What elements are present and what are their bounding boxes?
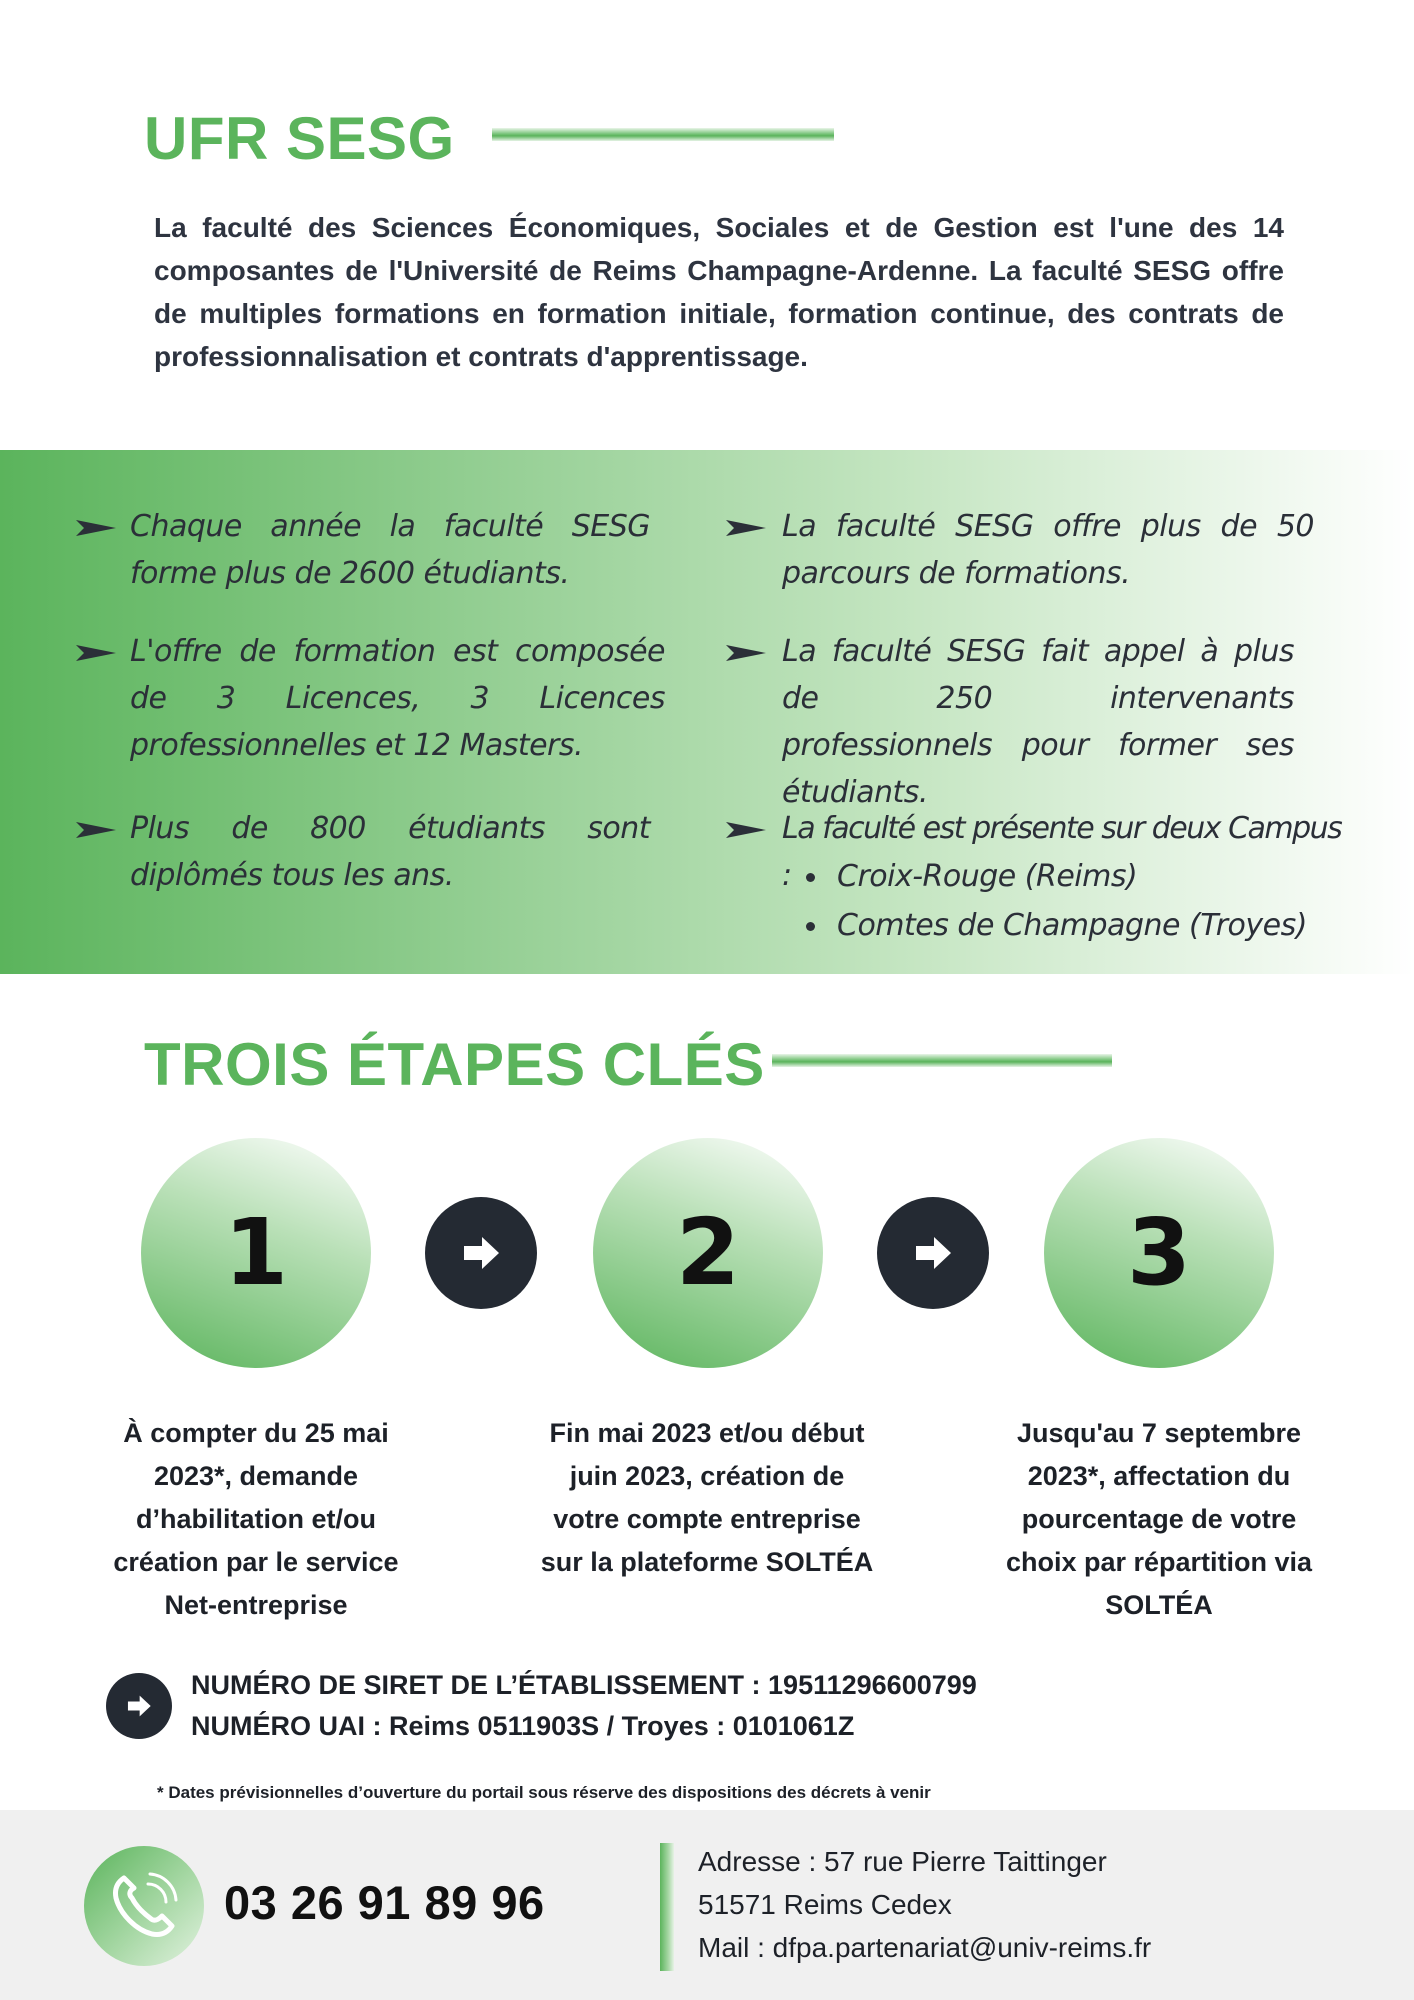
phone-icon: [84, 1846, 204, 1966]
phone-number[interactable]: 03 26 91 89 96: [224, 1876, 545, 1929]
title-underline: [492, 128, 834, 141]
section-title-steps: TROIS ÉTAPES CLÉS: [144, 1031, 765, 1098]
address-line-1: Adresse : 57 rue Pierre Taittinger: [698, 1846, 1107, 1877]
siret-number: NUMÉRO DE SIRET DE L’ÉTABLISSEMENT : 19511296600799: [191, 1670, 977, 1700]
fact-left-3: Plus de 800 étudiants sont diplômés tous les ans.: [130, 811, 650, 893]
intro-paragraph: La faculté des Sciences Économiques, Sociales et de Gestion est l'une des 14 composantes de l'Université de Reims Champagne-Ardenne. La faculté SESG offre de multiples formations en formation initiale, formation continue, des contrats de professionnalisation et contrats d'apprentissage.: [154, 212, 1284, 372]
step-description-2: Fin mai 2023 et/ou début juin 2023, création de votre compte entreprise sur la plateforme SOLTÉA: [540, 1418, 874, 1577]
campus-item: Comtes de Champagne (Troyes): [806, 902, 1307, 950]
step-description-3: Jusqu'au 7 septembre 2023*, affectation du pourcentage de votre choix par répartition via SOLTÉA: [1005, 1418, 1313, 1620]
footnote: * Dates prévisionnelles d’ouverture du portail sous réserve des dispositions des décrets à venir: [157, 1783, 931, 1802]
fact-right-3: La faculté est présente sur deux Campus :: [782, 811, 1342, 893]
bullet-dot: [806, 922, 815, 931]
fact-left-1: Chaque année la faculté SESG forme plus de 2600 étudiants.: [130, 509, 650, 591]
pointer-arrow-icon: [76, 820, 116, 840]
step-description-1: À compter du 25 mai 2023*, demande d’habilitation et/ou création par le service Net-entreprise: [113, 1418, 399, 1620]
step-circle-2: [593, 1138, 823, 1368]
right-arrow-icon: [106, 1673, 172, 1739]
right-arrow-icon: [425, 1197, 537, 1309]
pointer-arrow-icon: [76, 643, 116, 663]
uai-number: NUMÉRO UAI : Reims 0511903S / Troyes : 0101061Z: [191, 1711, 855, 1741]
fact-right-2: La faculté SESG fait appel à plus de 250 intervenants professionnels pour former ses étudiants.: [782, 634, 1294, 810]
section-title-ufr: UFR SESG: [144, 105, 455, 172]
divider-bar: [660, 1843, 674, 1971]
fact-left-2: L'offre de formation est composée de 3 Licences, 3 Licences professionnelles et 12 Masters.: [130, 634, 665, 763]
step-number: 2: [675, 1199, 740, 1306]
step-circle-1: [141, 1138, 371, 1368]
step-circle-3: [1044, 1138, 1274, 1368]
step-number: 1: [223, 1199, 288, 1306]
step-number: 3: [1126, 1199, 1191, 1306]
pointer-arrow-icon: [726, 643, 766, 663]
pointer-arrow-icon: [76, 518, 116, 538]
title-underline: [772, 1054, 1112, 1067]
bullet-dot: [806, 873, 815, 882]
pointer-arrow-icon: [726, 518, 766, 538]
address-line-2: 51571 Reims Cedex: [698, 1889, 952, 1920]
fact-right-1: La faculté SESG offre plus de 50 parcours de formations.: [782, 509, 1314, 591]
right-arrow-icon: [877, 1197, 989, 1309]
mail-link[interactable]: Mail : dfpa.partenariat@univ-reims.fr: [698, 1932, 1152, 1963]
campus-item: Croix-Rouge (Reims): [806, 853, 1137, 901]
pointer-arrow-icon: [726, 820, 766, 840]
